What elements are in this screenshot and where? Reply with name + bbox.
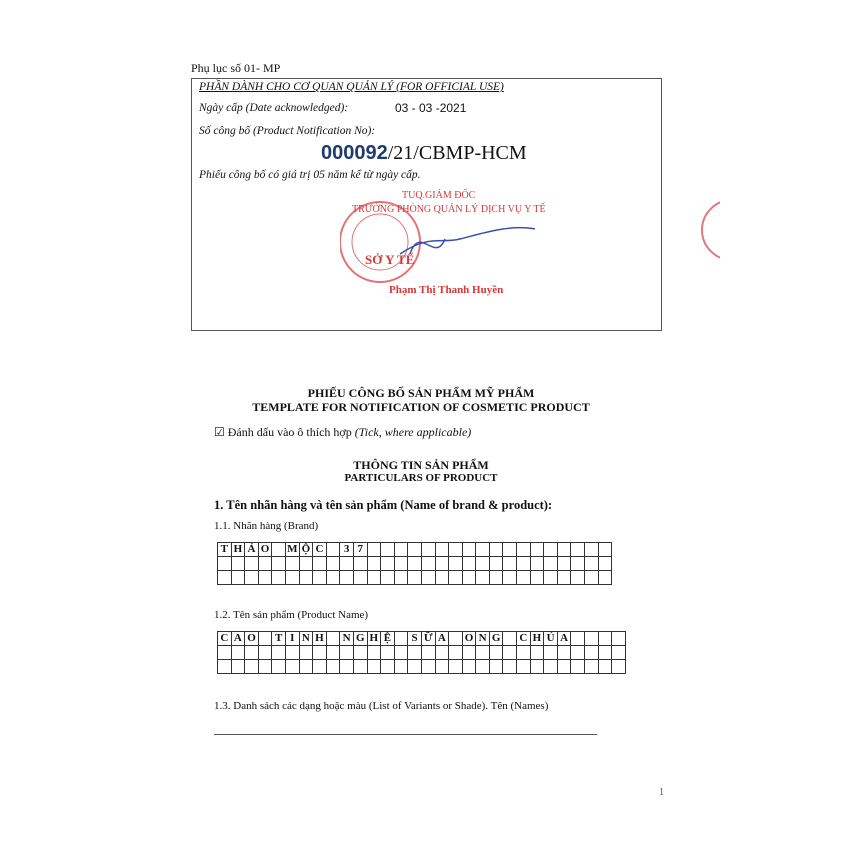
- grid-cell: [489, 571, 503, 585]
- grid-cell: [408, 646, 422, 660]
- product-name-grid: [217, 631, 626, 674]
- grid-cell: [462, 646, 476, 660]
- grid-cell: [326, 571, 340, 585]
- grid-cell: [367, 543, 381, 557]
- grid-cell: [530, 557, 544, 571]
- grid-cell: [258, 632, 272, 646]
- grid-cell: [421, 571, 435, 585]
- grid-cell: [258, 660, 272, 674]
- grid-cell: [381, 646, 395, 660]
- grid-cell: [381, 543, 395, 557]
- grid-cell: [258, 646, 272, 660]
- grid-cell: [299, 646, 313, 660]
- grid-cell: [272, 660, 286, 674]
- grid-cell: [340, 557, 354, 571]
- grid-cell: [476, 660, 490, 674]
- grid-cell: [517, 646, 531, 660]
- grid-cell: Ữ: [421, 632, 435, 646]
- grid-cell: [381, 557, 395, 571]
- grid-cell: [381, 571, 395, 585]
- grid-cell: [299, 660, 313, 674]
- grid-cell: C: [218, 632, 232, 646]
- grid-cell: [258, 557, 272, 571]
- grid-cell: [313, 557, 327, 571]
- appendix-label: Phụ lục số 01- MP: [191, 61, 281, 75]
- grid-cell: [503, 557, 517, 571]
- grid-cell: [408, 543, 422, 557]
- grid-cell: [585, 632, 599, 646]
- grid-cell: [435, 557, 449, 571]
- grid-cell: [571, 660, 585, 674]
- grid-cell: [231, 660, 245, 674]
- grid-cell: [503, 543, 517, 557]
- grid-cell: [449, 543, 463, 557]
- grid-cell: [326, 543, 340, 557]
- grid-cell: [530, 646, 544, 660]
- grid-cell: [557, 571, 571, 585]
- grid-cell: [313, 571, 327, 585]
- grid-cell: T: [218, 543, 232, 557]
- grid-cell: H: [367, 632, 381, 646]
- tick-note-vi: ☑ Đánh dấu vào ô thích hợp: [214, 425, 352, 439]
- grid-cell: [435, 543, 449, 557]
- grid-cell: [571, 632, 585, 646]
- grid-cell: [598, 646, 612, 660]
- grid-cell: [408, 571, 422, 585]
- grid-cell: 7: [353, 543, 367, 557]
- grid-cell: [299, 557, 313, 571]
- grid-cell: [544, 557, 558, 571]
- grid-cell: [285, 557, 299, 571]
- grid-cell: [530, 660, 544, 674]
- notification-number-suffix: /21/CBMP-HCM: [387, 142, 527, 164]
- grid-cell: [272, 557, 286, 571]
- grid-cell: G: [353, 632, 367, 646]
- grid-cell: [557, 660, 571, 674]
- grid-cell: [394, 660, 408, 674]
- grid-cell: [421, 543, 435, 557]
- grid-cell: [285, 646, 299, 660]
- grid-cell: [517, 571, 531, 585]
- grid-cell: [435, 571, 449, 585]
- grid-cell: [285, 571, 299, 585]
- grid-cell: [340, 646, 354, 660]
- grid-cell: [394, 543, 408, 557]
- grid-cell: [598, 543, 612, 557]
- grid-cell: [598, 571, 612, 585]
- official-heading: PHẦN DÀNH CHO CƠ QUAN QUẢN LÝ (FOR OFFICIAL USE): [199, 81, 504, 93]
- grid-cell: [598, 632, 612, 646]
- grid-cell: [557, 646, 571, 660]
- section-title-vi: THÔNG TIN SẢN PHẨM: [353, 458, 489, 472]
- grid-cell: [571, 646, 585, 660]
- grid-cell: [544, 660, 558, 674]
- grid-cell: [245, 660, 259, 674]
- grid-cell: [571, 557, 585, 571]
- tick-note: [214, 425, 471, 440]
- grid-cell: G: [489, 632, 503, 646]
- grid-cell: [326, 660, 340, 674]
- grid-cell: [489, 646, 503, 660]
- grid-cell: [394, 646, 408, 660]
- grid-cell: O: [462, 632, 476, 646]
- grid-cell: [517, 557, 531, 571]
- grid-cell: C: [517, 632, 531, 646]
- grid-cell: [517, 543, 531, 557]
- partial-seal-icon: [690, 185, 720, 405]
- section-title-en: PARTICULARS OF PRODUCT: [344, 472, 498, 484]
- question-1-3: 1.3. Danh sách các dạng hoặc màu (List of Variants or Shade). Tên (Names): [214, 700, 549, 712]
- date-label: Ngày cấp (Date acknowledged):: [199, 102, 349, 114]
- grid-cell: [530, 543, 544, 557]
- grid-cell: [353, 557, 367, 571]
- grid-cell: [353, 660, 367, 674]
- grid-cell: A: [435, 632, 449, 646]
- grid-cell: [503, 571, 517, 585]
- grid-cell: [367, 660, 381, 674]
- grid-cell: [571, 571, 585, 585]
- grid-cell: [462, 571, 476, 585]
- grid-cell: [421, 646, 435, 660]
- grid-cell: [449, 571, 463, 585]
- grid-cell: [598, 660, 612, 674]
- grid-cell: [598, 557, 612, 571]
- grid-cell: [544, 543, 558, 557]
- grid-cell: [218, 646, 232, 660]
- grid-cell: A: [557, 632, 571, 646]
- grid-cell: [517, 660, 531, 674]
- grid-cell: [585, 557, 599, 571]
- notification-number-label: Số công bố (Product Notification No):: [199, 125, 376, 137]
- page-number: 1: [659, 787, 664, 798]
- grid-cell: [326, 632, 340, 646]
- signer-name: Phạm Thị Thanh Huyền: [389, 284, 504, 296]
- grid-cell: [272, 543, 286, 557]
- grid-cell: [285, 660, 299, 674]
- grid-cell: [503, 632, 517, 646]
- grid-cell: [503, 660, 517, 674]
- grid-cell: [476, 646, 490, 660]
- grid-cell: [367, 646, 381, 660]
- grid-cell: [340, 571, 354, 585]
- grid-cell: A: [231, 632, 245, 646]
- grid-cell: [272, 571, 286, 585]
- grid-cell: [367, 571, 381, 585]
- grid-cell: [530, 571, 544, 585]
- grid-cell: [218, 571, 232, 585]
- grid-cell: H: [313, 632, 327, 646]
- grid-cell: [421, 660, 435, 674]
- grid-cell: [367, 557, 381, 571]
- stamp-title: TUQ.GIÁM ĐỐC: [402, 190, 476, 201]
- grid-cell: [394, 632, 408, 646]
- grid-cell: [340, 660, 354, 674]
- grid-cell: C: [313, 543, 327, 557]
- grid-cell: [435, 646, 449, 660]
- seal-text: SỞ Y TẾ: [365, 252, 415, 267]
- grid-cell: [557, 557, 571, 571]
- grid-cell: [231, 557, 245, 571]
- grid-cell: [612, 660, 626, 674]
- grid-cell: [544, 571, 558, 585]
- grid-cell: [557, 543, 571, 557]
- grid-cell: [218, 557, 232, 571]
- grid-cell: [353, 571, 367, 585]
- official-use-box: [191, 78, 662, 331]
- grid-cell: Ộ: [299, 543, 313, 557]
- grid-cell: 3: [340, 543, 354, 557]
- grid-cell: [544, 646, 558, 660]
- grid-cell: [462, 557, 476, 571]
- grid-cell: [489, 557, 503, 571]
- grid-cell: [462, 660, 476, 674]
- grid-cell: [435, 660, 449, 674]
- question-1-1: 1.1. Nhãn hàng (Brand): [214, 520, 319, 532]
- grid-cell: [612, 632, 626, 646]
- grid-cell: H: [231, 543, 245, 557]
- grid-cell: [231, 646, 245, 660]
- grid-cell: [612, 646, 626, 660]
- grid-cell: O: [258, 543, 272, 557]
- grid-cell: [449, 660, 463, 674]
- grid-cell: [476, 571, 490, 585]
- grid-cell: [585, 571, 599, 585]
- grid-cell: [245, 557, 259, 571]
- grid-cell: [462, 543, 476, 557]
- grid-cell: [258, 571, 272, 585]
- grid-cell: [408, 557, 422, 571]
- grid-cell: T: [272, 632, 286, 646]
- grid-cell: [489, 660, 503, 674]
- grid-cell: N: [340, 632, 354, 646]
- brand-grid: [217, 542, 612, 585]
- grid-cell: S: [408, 632, 422, 646]
- grid-cell: [326, 646, 340, 660]
- question-1-2: 1.2. Tên sản phẩm (Product Name): [214, 609, 369, 621]
- grid-cell: Ả: [245, 543, 259, 557]
- question-1: 1. Tên nhãn hàng và tên sản phẩm (Name of brand & product):: [214, 498, 553, 512]
- grid-cell: O: [245, 632, 259, 646]
- grid-cell: [476, 557, 490, 571]
- notification-number-prefix: 000092: [321, 142, 388, 164]
- tick-note-en: (Tick, where applicable): [351, 425, 472, 439]
- grid-cell: [218, 660, 232, 674]
- grid-cell: [449, 557, 463, 571]
- grid-cell: M: [287, 543, 298, 555]
- notification-number: [321, 142, 527, 165]
- grid-cell: [245, 571, 259, 585]
- grid-cell: Ệ: [381, 632, 395, 646]
- grid-cell: [245, 646, 259, 660]
- grid-cell: [394, 571, 408, 585]
- validity-note: Phiếu công bố có giá trị 05 năm kể từ ngày cấp.: [199, 169, 421, 181]
- grid-cell: [585, 660, 599, 674]
- grid-cell: [353, 646, 367, 660]
- grid-cell: [272, 646, 286, 660]
- grid-cell: [476, 543, 490, 557]
- grid-cell: N: [476, 632, 490, 646]
- grid-cell: [408, 660, 422, 674]
- grid-cell: [421, 557, 435, 571]
- stamp-subtitle: TRƯỞNG PHÒNG QUẢN LÝ DỊCH VỤ Y TẾ: [352, 204, 546, 215]
- grid-cell: [231, 571, 245, 585]
- date-value: 03 - 03 -2021: [395, 101, 467, 115]
- grid-cell: [489, 543, 503, 557]
- grid-cell: [326, 557, 340, 571]
- grid-cell: [585, 646, 599, 660]
- title-vietnamese: PHIẾU CÔNG BỐ SẢN PHẨM MỸ PHẨM: [307, 386, 535, 400]
- grid-cell: [313, 660, 327, 674]
- grid-cell: N: [299, 632, 313, 646]
- grid-cell: [503, 646, 517, 660]
- variants-line: [214, 734, 597, 735]
- grid-cell: H: [530, 632, 544, 646]
- grid-cell: [449, 632, 463, 646]
- grid-cell: [571, 543, 585, 557]
- grid-cell: [313, 646, 327, 660]
- grid-cell: I: [285, 632, 299, 646]
- grid-cell: [299, 571, 313, 585]
- grid-cell: [381, 660, 395, 674]
- grid-cell: [585, 543, 599, 557]
- title-english: TEMPLATE FOR NOTIFICATION OF COSMETIC PRODUCT: [252, 400, 590, 414]
- grid-cell: Ú: [544, 632, 558, 646]
- grid-cell: [449, 646, 463, 660]
- grid-cell: [394, 557, 408, 571]
